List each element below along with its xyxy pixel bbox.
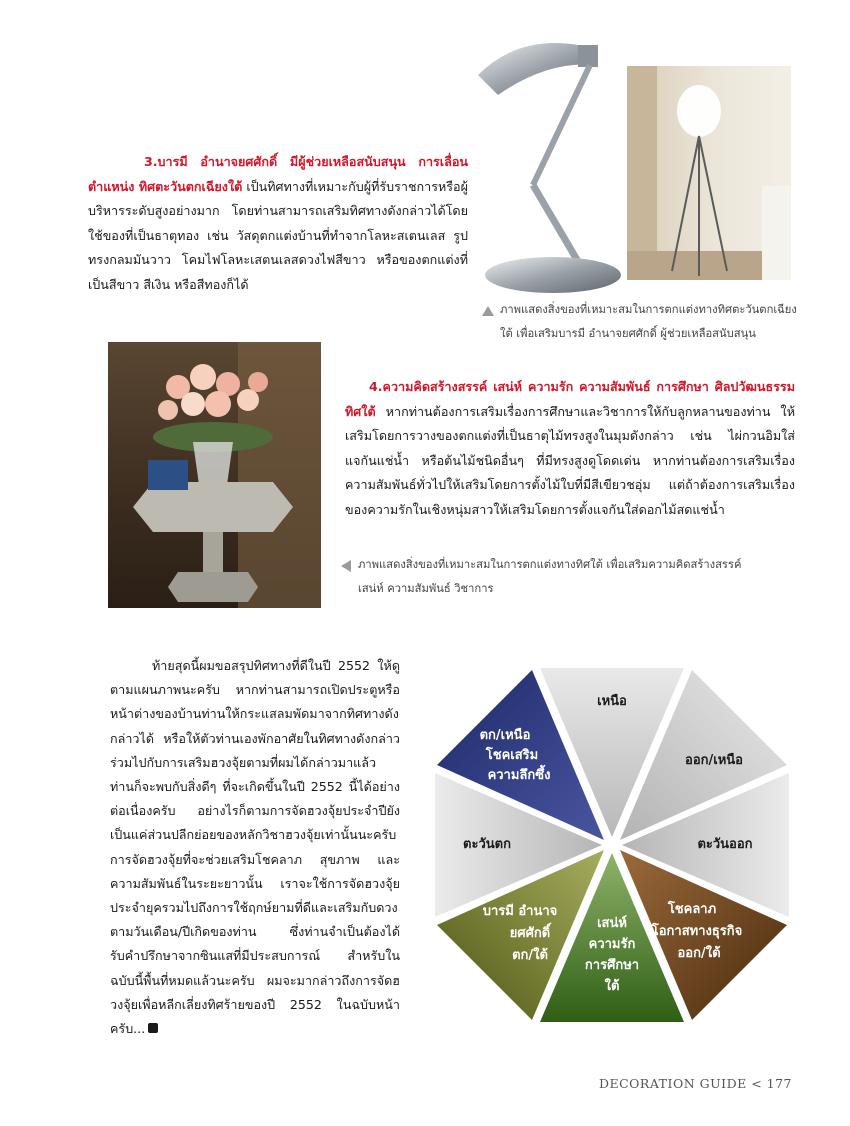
conclusion-paragraph: [110, 654, 400, 1041]
label-southeast-3: ออก/ใต้: [677, 946, 721, 961]
label-southwest-2: ยศศักดิ์: [509, 926, 551, 941]
caption-left-triangle-icon: [341, 560, 351, 572]
label-south-4: ใต้: [604, 979, 620, 994]
floor-lamp-photo: [627, 66, 791, 280]
label-south-1: เสน่ห์: [597, 916, 627, 931]
label-east: ตะวันออก: [697, 837, 753, 852]
desk-lamp-photo: [478, 25, 623, 295]
label-northeast: ออก/เหนือ: [685, 753, 743, 768]
label-northwest-3: ความลึกซึ้ง: [487, 768, 551, 783]
section3-paragraph: [88, 150, 468, 297]
label-southeast-1: โชคลาภ: [667, 902, 717, 917]
label-west: ตะวันตก: [463, 837, 511, 852]
label-south-2: ความรัก: [588, 937, 636, 952]
label-southwest-3: ตก/ใต้: [512, 948, 548, 963]
flower-vase-photo: [108, 342, 321, 608]
caption-up-triangle-icon: [482, 306, 494, 316]
section3-heading: 3.บารมี อำนาจยศศักดิ์ มีผู้ช่วยเหลือสนับสนุน การเลื่อนตำแหน่ง ทิศตะวันตกเฉียงใต้: [88, 154, 468, 194]
end-mark-icon: [148, 1023, 158, 1033]
label-northwest-1: ตก/เหนือ: [479, 728, 531, 743]
section4-paragraph: [345, 375, 795, 522]
page-footer: DECORATION GUIDE < 177: [598, 1076, 792, 1091]
label-northwest-2: โชคเสริม: [485, 748, 539, 763]
conclusion-text: ท้ายสุดนี้ผมขอสรุปทิศทางที่ดีในปี 2552 ให้ดูตามแผนภาพนะครับ หากท่านสามารถเปิดประตูหรือหน้าต่างของบ้านท่านให้กระแสลมพัดมาจากทิศทางดังกล่าวได้ หรือให้ตัวท่านเองพักอาศัยในทิศทางดังกล่าว ร่วมไปกับการเสริมฮวงจุ้ยตามที่ผมได้กล่าวมาแล้ว ท่านก็จะพบกับสิ่งดีๆ ที่จะเกิดขึ้นในปี 2552 นี้ได้อย่างต่อเนื่องครับ อย่างไรก็ตามการจัดฮวงจุ้ยประจำปียังเป็นแค่ส่วนปลีกย่อยของหลักวิชาฮวงจุ้ยเท่านั้นนะครับ การจัดฮวงจุ้ยที่จะช่วยเสริมโชคลาภ สุขภาพ และความสัมพันธ์ในระยะยาวนั้น เราจะใช้การจัดฮวงจุ้ยประจำยุครวมไปถึงการใช้ฤกษ์ยามที่ดีและเสริมกับดวงตามวันเดือน/ปีเกิดของท่าน ซึ่งท่านจำเป็นต้องได้รับคำปรึกษาจากซินแสที่มีประสบการณ์ สำหรับในฉบับนี้พื้นที่หมดแล้วนะครับ ผมจะมากล่าวถึงการจัดฮวงจุ้ยเพื่อหลีกเลี่ยงทิศร้ายของปี 2552 ในฉบับหน้าครับ...: [110, 658, 400, 1037]
label-south-3: การศึกษา: [584, 958, 640, 973]
caption-lamp: ภาพแสดงสิ่งของที่เหมาะสมในการตกแต่งทางทิศตะวันตกเฉียงใต้ เพื่อเสริมบารมี อำนาจยศศักดิ์ ผู้ช่วยเหลือสนับสนุน: [500, 303, 797, 340]
direction-octagon: [432, 665, 792, 1025]
section4-body: หากท่านต้องการเสริมเรื่องการศึกษาและวิชาการให้กับลูกหลานของท่าน ให้เสริมโดยการวางของตกแต่งที่เป็นธาตุไม้ทรงสูงในมุมดังกล่าว เช่น ไผ่กวนอิมใส่แจกันแช่น้ำ หรือต้นไม้ชนิดอื่นๆ ที่มีทรงสูงดูโดดเด่น หากท่านต้องการเสริมเรื่องความสัมพันธ์ทั่วไปให้เสริมโดยการตั้งไม้ใบที่มีสีเขียวชอุ่ม แต่ถ้าต้องการเสริมเรื่องของความรักในเชิงหนุ่มสาวให้เสริมโดยการตั้งแจกันใส่ดอกไม้สดแช่น้ำ: [345, 403, 795, 517]
label-southeast-2: โอกาสทางธุรกิจ: [651, 924, 743, 939]
caption-vase: ภาพแสดงสิ่งของที่เหมาะสมในการตกแต่งทางทิศใต้ เพื่อเสริมความคิดสร้างสรรค์ เสน่ห์ ความสัมพันธ์ วิชาการ: [358, 558, 742, 595]
section3-body: เป็นทิศทางที่เหมาะกับผู้ที่รับราชการหรือผู้บริหารระดับสูงอย่างมาก โดยท่านสามารถเสริมทิศทางดังกล่าวได้โดยใช้ของที่เป็นธาตุทอง เช่น วัสดุตกแต่งบ้านที่ทำจากโลหะสเตนเลส รูปทรงกลมมันวาว โคมไฟโลหะเสตนเลสดวงไฟสีขาว หรือของตกแต่งที่เป็นสีขาว สีเงิน หรือสีทองก็ได้: [88, 178, 468, 292]
section4-heading: 4.ความคิดสร้างสรรค์ เสน่ห์ ความรัก ความสัมพันธ์ การศึกษา ศิลปวัฒนธรรม ทิศใต้: [345, 379, 795, 419]
label-north: เหนือ: [597, 694, 627, 709]
label-southwest-1: บารมี อำนาจ: [482, 904, 558, 919]
